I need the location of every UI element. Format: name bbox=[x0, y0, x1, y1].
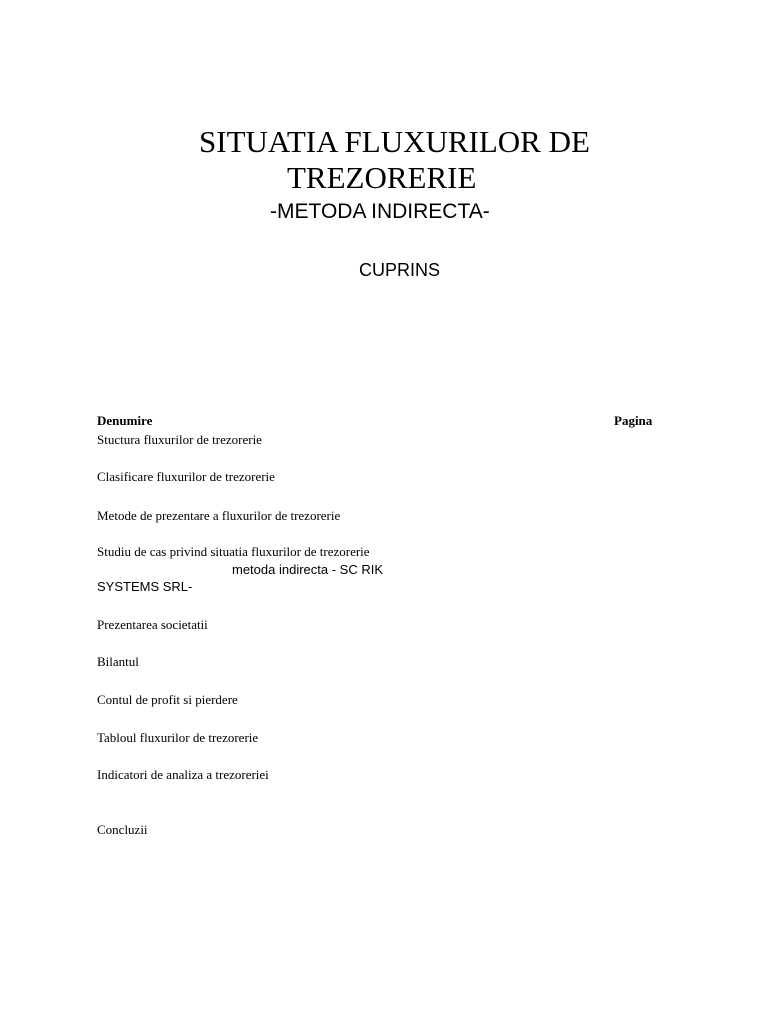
toc-item: Metode de prezentare a fluxurilor de trezorerie bbox=[97, 508, 341, 523]
toc-item: Stuctura fluxurilor de trezorerie bbox=[97, 432, 262, 447]
title-line-1: SITUATIA FLUXURILOR DE bbox=[199, 124, 590, 159]
toc-item: Prezentarea societatii bbox=[97, 617, 208, 632]
title-line-2: TREZORERIE bbox=[287, 160, 477, 195]
toc-item-continuation: metoda indirecta - SC RIK bbox=[232, 562, 384, 577]
cuprins-heading: CUPRINS bbox=[359, 260, 441, 280]
toc-item: Concluzii bbox=[97, 822, 148, 837]
toc-item: Indicatori de analiza a trezoreriei bbox=[97, 767, 269, 782]
toc-item-continuation: SYSTEMS SRL- bbox=[97, 579, 193, 594]
toc-column-page: Pagina bbox=[614, 413, 653, 428]
toc-item: Contul de profit si pierdere bbox=[97, 692, 238, 707]
subtitle: -METODA INDIRECTA- bbox=[270, 200, 490, 223]
toc-item: Studiu de cas privind situatia fluxurilor de trezorerie bbox=[97, 544, 370, 559]
toc-item: Tabloul fluxurilor de trezorerie bbox=[97, 730, 259, 745]
toc-column-name: Denumire bbox=[97, 413, 153, 428]
toc-item: Bilantul bbox=[97, 654, 139, 669]
toc-item: Clasificare fluxurilor de trezorerie bbox=[97, 469, 275, 484]
